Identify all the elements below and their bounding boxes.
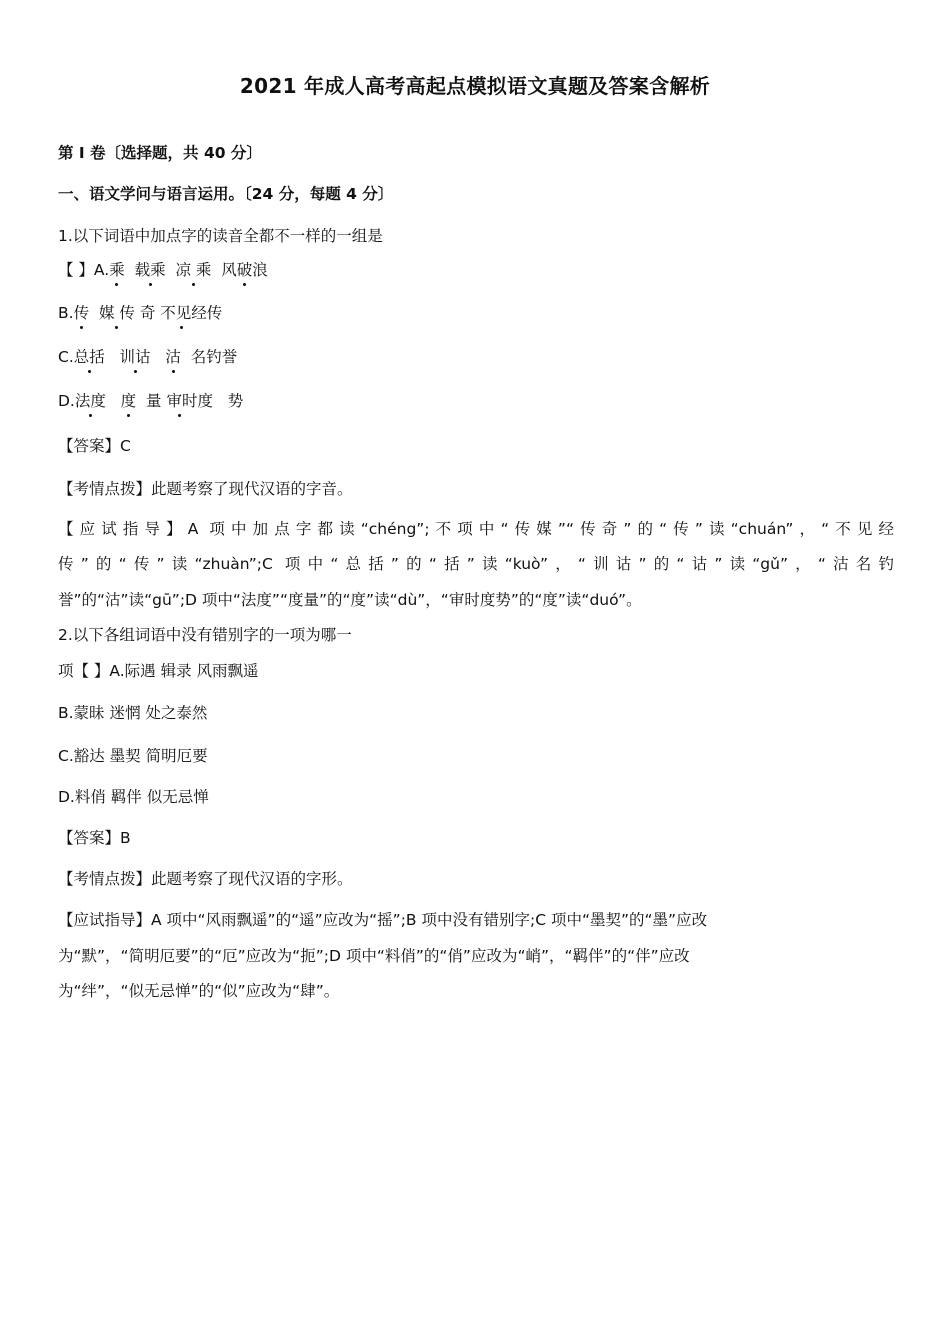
q1-guide-line: 【应试指导】A 项中加点字都读“chéng”;不项中“传媒”“传奇”的“传”读“chuán”，“不见经 bbox=[58, 520, 894, 538]
q1-guide-line: 誉”的“沽”读“gū”;D 项中“法度”“度量”的“度”读“dù”，“审时度势”的“度”读“duó”。 bbox=[58, 591, 642, 609]
option-prefix: D. bbox=[58, 392, 75, 410]
word: 传 bbox=[74, 301, 90, 323]
q2-guide-line: 为“默”，“简明厄要”的“厄”应改为“扼”;D 项中“料俏”的“俏”应改为“峭”，“羁伴”的“伴”应改 bbox=[58, 947, 690, 965]
q2-guide-line: 【应试指导】A 项中“风雨飘遥”的“遥”应改为“摇”;B 项中没有错别字;C 项中“墨契”的“墨”应改 bbox=[58, 911, 708, 929]
q2-stem: 2.以下各组词语中没有错别字的一项为哪一 bbox=[58, 626, 352, 644]
q1-option-a bbox=[58, 258, 268, 280]
word: 法度 bbox=[75, 389, 106, 411]
word: 风破浪 bbox=[221, 258, 268, 280]
option-prefix: C. bbox=[58, 348, 74, 366]
q1-answer: 【答案】C bbox=[58, 437, 131, 455]
document-title: 2021 年成人高考高起点模拟语文真题及答案含解析 bbox=[239, 74, 711, 98]
word: 凉 乘 bbox=[175, 258, 211, 280]
q1-guide-line: 传”的“传”读“zhuàn”;C 项中“总括”的“括”读“kuò”，“训诂”的“诂”读“gǔ”，“沽名钓 bbox=[58, 555, 894, 573]
option-prefix: 【 】A. bbox=[58, 261, 110, 279]
q1-option-c bbox=[58, 345, 237, 367]
q2-option-d: D.料俏 羁伴 似无忌惮 bbox=[58, 788, 209, 806]
q1-stem: 1.以下词语中加点字的读音全都不一样的一组是 bbox=[58, 227, 383, 245]
word: 势 bbox=[227, 392, 244, 410]
word: 总括 bbox=[74, 345, 105, 367]
option-prefix: B. bbox=[58, 304, 74, 322]
q2-answer: 【答案】B bbox=[58, 829, 131, 847]
word: 乘 bbox=[109, 258, 125, 280]
q2-analysis: 【考情点拨】此题考察了现代汉语的字形。 bbox=[58, 870, 353, 888]
word: 媒 传 bbox=[99, 301, 135, 323]
q2-guide-line: 为“绊”，“似无忌惮”的“似”应改为“肆”。 bbox=[58, 982, 340, 1000]
word: 沽 bbox=[165, 345, 181, 367]
q1-option-b bbox=[58, 301, 222, 323]
part-heading: 第 I 卷〔选择题，共 40 分〕 bbox=[58, 144, 262, 162]
word: 名钓誉 bbox=[190, 348, 238, 366]
section-heading: 一、语文学问与语言运用。〔24 分，每题 4 分〕 bbox=[58, 185, 394, 203]
q2-option-b: B.蒙昧 迷惘 处之泰然 bbox=[58, 704, 208, 722]
word: 奇 不见经传 bbox=[140, 301, 222, 323]
q1-analysis: 【考情点拨】此题考察了现代汉语的字音。 bbox=[58, 480, 353, 498]
q2-option-c: C.豁达 墨契 简明厄要 bbox=[58, 747, 208, 765]
word: 量 审时度 bbox=[146, 389, 213, 411]
q1-option-d bbox=[58, 389, 243, 411]
q2-option-a: 项【 】A.际遇 辑录 风雨飘遥 bbox=[58, 662, 259, 680]
word: 训诂 bbox=[120, 345, 151, 367]
word: 度 bbox=[121, 389, 137, 411]
word: 载乘 bbox=[135, 258, 166, 280]
